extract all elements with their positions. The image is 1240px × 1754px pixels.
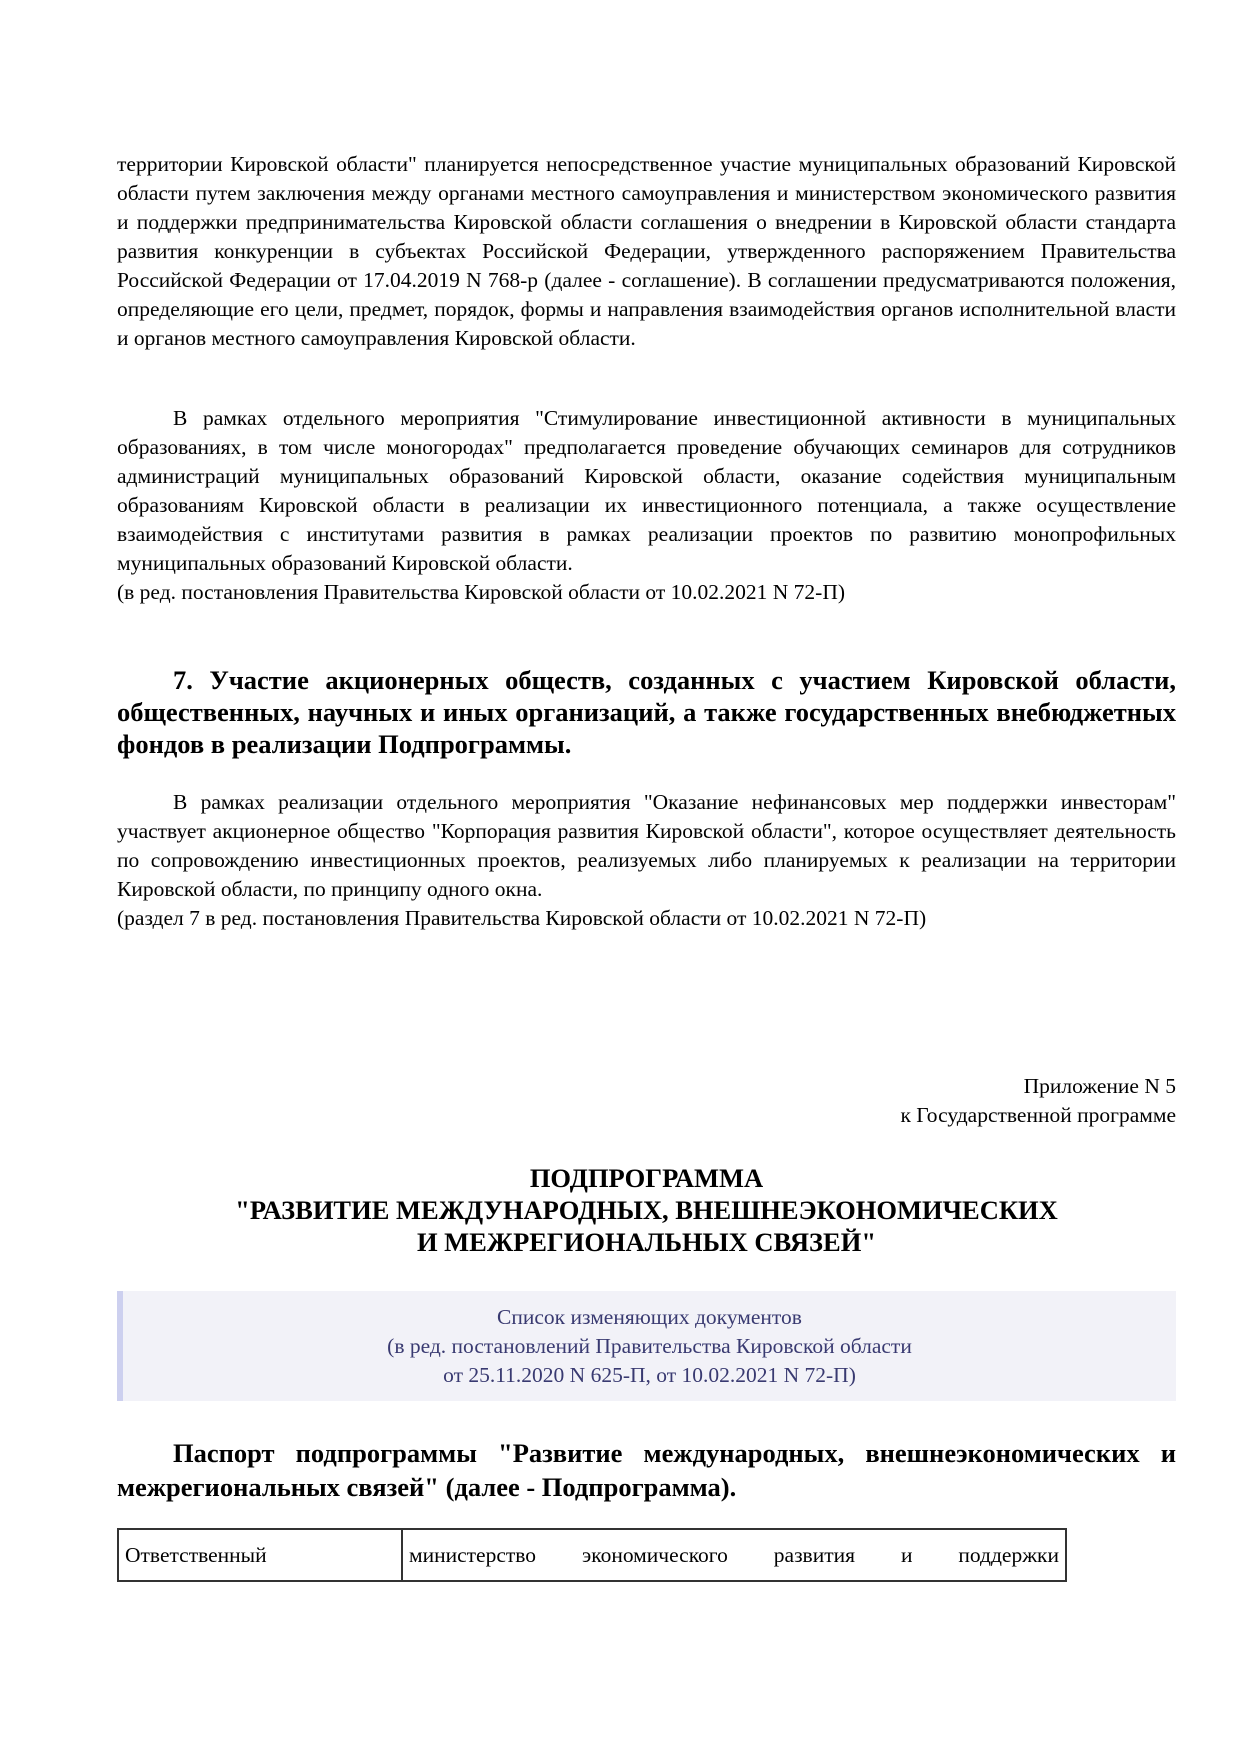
appendix-reference: [900, 1072, 1176, 1130]
passport-title: Паспорт подпрограммы "Развитие международных, внешнеэкономических и межрегиональных связей" (далее - Подпрограмма).: [117, 1438, 1176, 1502]
passport-row-value: министерство экономического развития и поддержки: [402, 1529, 1066, 1581]
subprogram-title-line-1: ПОДПРОГРАММА: [529, 1163, 764, 1193]
amendment-note-section-7: (раздел 7 в ред. постановления Правительства Кировской области от 10.02.2021 N 72-П): [117, 906, 927, 930]
paragraph-nonfinancial-support: В рамках реализации отдельного мероприятия "Оказание нефинансовых мер поддержки инвесторам" участвует акционерное общество "Корпорация развития Кировской области", которое осуществляет деятельность по сопровождению инвестиционных проектов, реализуемых либо планируемых к реализации на территории Кировской области, по принципу одного окна.: [117, 790, 1176, 901]
passport-table: [117, 1528, 1067, 1582]
paragraph-investment-stimulation: В рамках отдельного мероприятия "Стимулирование инвестиционной активности в муниципальных образованиях, в том числе моногородах" предполагается проведение обучающих семинаров для сотрудников администраций муниципальных образований Кировской области, оказание содействия муниципальным образованиям Кировской области в реализации их инвестиционного потенциала, а также осуществление взаимодействия с институтами развития в рамках реализации проектов по развитию монопрофильных муниципальных образований Кировской области.: [117, 406, 1176, 575]
paragraph-municipal-participation: территории Кировской области" планируется непосредственное участие муниципальных образований Кировской области путем заключения между органами местного самоуправления и министерством экономического развития и поддержки предпринимательства Кировской области соглашения о внедрении в Кировской области стандарта развития конкуренции в субъектах Российской Федерации, утвержденного распоряжением Правительства Российской Федерации от 17.04.2019 N 768-р (далее - соглашение). В соглашении предусматриваются положения, определяющие его цели, предмет, порядок, формы и направления взаимодействия органов исполнительной власти и органов местного самоуправления Кировской области.: [117, 152, 1176, 350]
appendix-target: к Государственной программе: [900, 1103, 1176, 1127]
amending-documents-line-3: от 25.11.2020 N 625-П, от 10.02.2021 N 72-П): [443, 1363, 856, 1387]
subprogram-title-line-3: И МЕЖРЕГИОНАЛЬНЫХ СВЯЗЕЙ": [416, 1227, 877, 1257]
appendix-number: Приложение N 5: [1023, 1074, 1176, 1098]
subprogram-title: [117, 1162, 1176, 1258]
amending-documents-title: Список изменяющих документов: [497, 1305, 802, 1329]
paragraph-investment-stimulation-block: [117, 404, 1176, 607]
table-row: [118, 1529, 1066, 1581]
passport-row-label: Ответственный: [118, 1529, 402, 1581]
amending-documents-line-2: (в ред. постановлений Правительства Кировской области: [387, 1334, 912, 1358]
amending-documents-box: [117, 1291, 1176, 1401]
subprogram-title-line-2: "РАЗВИТИЕ МЕЖДУНАРОДНЫХ, ВНЕШНЕЭКОНОМИЧЕСКИХ: [235, 1195, 1058, 1225]
paragraph-nonfinancial-support-block: [117, 788, 1176, 933]
section-7-heading: 7. Участие акционерных обществ, созданных с участием Кировской области, общественных, научных и иных организаций, а также государственных внебюджетных фондов в реализации Подпрограммы.: [117, 665, 1176, 759]
amendment-note: (в ред. постановления Правительства Кировской области от 10.02.2021 N 72-П): [117, 580, 846, 604]
